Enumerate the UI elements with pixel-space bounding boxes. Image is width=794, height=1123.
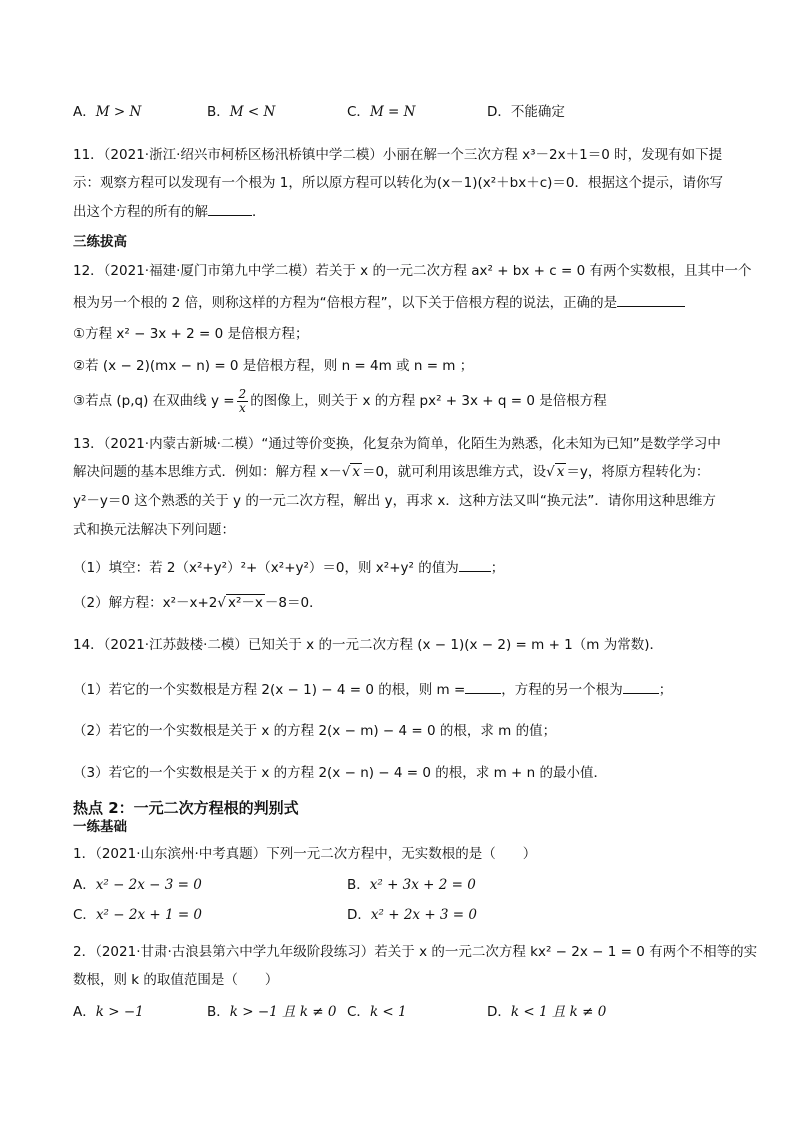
q14-sub1: （1）若它的一个实数根是方程 2(x − 1) − 4 = 0 的根，则 m = ，方程的另一个根为 ； xyxy=(73,682,673,698)
answer-blank xyxy=(623,680,659,694)
q12-item1: ①方程 x² − 3x + 2 = 0 是倍根方程； xyxy=(73,326,309,342)
q11-line1: 11．（2021·浙江·绍兴市柯桥区杨汛桥镇中学二模）小丽在解一个三次方程 x³－2x＋1＝0 时，发现有如下提 xyxy=(73,147,723,163)
answer-blank xyxy=(208,202,252,216)
p2-option-a: A．k > −1 xyxy=(73,1004,144,1020)
q14-sub2: （2）若它的一个实数根是关于 x 的方程 2(x − m) − 4 = 0 的根，求 m 的值； xyxy=(73,723,557,739)
q10-option-a: A．M > N xyxy=(73,104,142,120)
p1-option-d: D．x² + 2x + 3 = 0 xyxy=(347,907,477,923)
answer-blank xyxy=(617,293,685,307)
p1-stem: 1．（2021·山东滨州·中考真题）下列一元二次方程中，无实数根的是（ ） xyxy=(73,846,537,862)
section-heading-hotspot2: 热点 2：一元二次方程根的判别式 xyxy=(73,799,299,817)
q12-line1: 12．（2021·福建·厦门市第九中学二模）若关于 x 的一元二次方程 ax² + bx + c = 0 有两个实数根，且其中一个 xyxy=(73,263,752,279)
q12-item2: ②若 (x − 2)(mx − n) = 0 是倍根方程，则 n = 4m 或 n = m ； xyxy=(73,358,474,374)
q10-option-c: C．M = N xyxy=(347,104,416,120)
q13-sub1: （1）填空：若 2（x²+y²）²+（x²+y²）＝0，则 x²+y² 的值为 ； xyxy=(73,560,505,576)
q11-line3: 出这个方程的所有的解 ． xyxy=(73,204,266,220)
p2-line2: 数根，则 k 的取值范围是（ ） xyxy=(73,972,279,988)
answer-blank xyxy=(459,558,491,572)
q13-line4: 式和换元法解决下列问题： xyxy=(73,522,235,538)
p2-option-c: C．k < 1 xyxy=(347,1004,407,1020)
p1-option-b: B．x² + 3x + 2 = 0 xyxy=(347,877,476,893)
section-heading-yilian: 一练基础 xyxy=(73,819,127,835)
q14-sub3: （3）若它的一个实数根是关于 x 的方程 2(x − n) − 4 = 0 的根，求 m + n 的最小值． xyxy=(73,765,607,781)
p1-option-a: A．x² − 2x − 3 = 0 xyxy=(73,877,202,893)
q13-line1: 13．（2021·内蒙古新城·二模）“通过等价变换，化复杂为简单，化陌生为熟悉，化未知为已知”是数学学习中 xyxy=(73,436,721,452)
p1-option-c: C．x² − 2x + 1 = 0 xyxy=(73,907,203,923)
q12-item3: ③若点 (p,q) 在双曲线 y = $\frac{2}{x}$ 的图像上，则关于 x 的方程 px² + 3x + q = 0 是倍根方程 xyxy=(73,386,607,415)
fraction-2-over-x: $\frac{2}{x}$ xyxy=(238,386,247,415)
q11-line2: 示：观察方程可以发现有一个根为 1，所以原方程可以转化为(x－1)(x²＋bx＋c)＝0．根据这个提示，请你写 xyxy=(73,175,723,191)
p2-line1: 2．（2021·甘肃·古浪县第六中学九年级阶段练习）若关于 x 的一元二次方程 kx² − 2x − 1 = 0 有两个不相等的实 xyxy=(73,944,758,960)
q13-line3: y²－y＝0 这个熟悉的关于 y 的一元二次方程，解出 y，再求 x．这种方法又叫“换元法”．请你用这种思维方 xyxy=(73,493,716,509)
q13-sub2: （2）解方程：x²－x+2√ x²－x －8＝0． xyxy=(73,595,323,611)
q14-line1: 14．（2021·江苏鼓楼·二模）已知关于 x 的一元二次方程 (x − 1)(x − 2) = m + 1（m 为常数)． xyxy=(73,637,663,653)
q13-line2: 解决问题的基本思维方式．例如：解方程 x－√ x ＝0，就可利用该思维方式，设√ x ＝y，将原方程转化为： xyxy=(73,464,710,480)
p2-option-b: B．k > −1 且 k ≠ 0 xyxy=(207,1004,337,1020)
answer-blank xyxy=(465,680,501,694)
q12-line2: 根为另一个根的 2 倍，则称这样的方程为“倍根方程”，以下关于倍根方程的说法，正确的是 xyxy=(73,293,685,312)
section-heading-sanlian: 三练拔高 xyxy=(73,234,127,250)
p2-option-d: D．k < 1 且 k ≠ 0 xyxy=(487,1004,607,1020)
q10-option-b: B．M < N xyxy=(207,104,276,120)
q10-option-d: D．不能确定 xyxy=(487,104,565,120)
